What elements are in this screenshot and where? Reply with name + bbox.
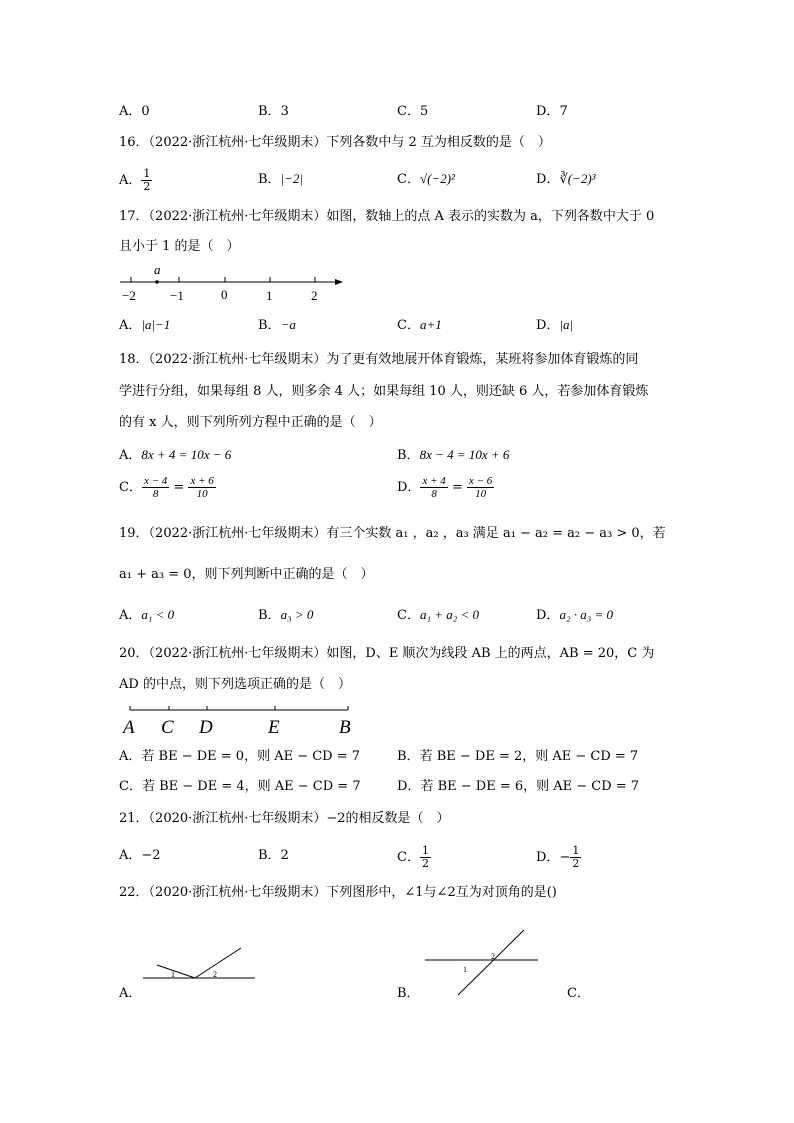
point-label: E bbox=[268, 717, 280, 738]
fraction-numerator: x + 6 bbox=[190, 475, 214, 487]
q17-stem-line1: 17．（2022·浙江杭州·七年级期末）如图，数轴上的点 A 表示的实数为 a，下列各数中大于 0 bbox=[119, 209, 655, 224]
q22-option-c: C． bbox=[567, 986, 590, 1001]
point-label: B bbox=[339, 717, 351, 738]
q18-option-a bbox=[119, 446, 231, 465]
q21-stem: 21．（2020·浙江杭州·七年级期末）−2的相反数是（ ） bbox=[119, 811, 450, 826]
angle-2-label: 2 bbox=[213, 970, 217, 979]
option-letter: A． bbox=[119, 848, 142, 863]
fraction-denominator: 10 bbox=[196, 488, 208, 500]
fraction-numerator: 1 bbox=[143, 167, 151, 180]
option-text: 8x + 4 = 10x − 6 bbox=[141, 447, 232, 462]
tick-label: 0 bbox=[221, 287, 228, 302]
option-letter: D． bbox=[397, 779, 421, 794]
option-letter: A． bbox=[119, 608, 142, 623]
q19-stem-line2: a₁ + a₃ = 0，则下列判断中正确的是（ ） bbox=[119, 567, 374, 582]
fraction bbox=[188, 475, 215, 500]
option-text: 5 bbox=[419, 104, 429, 119]
q21-option-c bbox=[397, 845, 431, 870]
option-letter: A． bbox=[119, 173, 142, 188]
option-text: 7 bbox=[559, 104, 568, 119]
q21-option-d bbox=[536, 845, 581, 870]
option-letter: D． bbox=[397, 480, 421, 495]
figure-b-angles bbox=[420, 925, 545, 1000]
option-letter: D． bbox=[536, 608, 560, 623]
number-line-figure bbox=[115, 262, 350, 306]
q18-stem-line3: 的有 x 人，则下列所列方程中正确的是（ ） bbox=[119, 415, 382, 430]
fraction-numerator: 1 bbox=[421, 844, 429, 857]
q19-option-c bbox=[397, 606, 479, 625]
option-letter: D． bbox=[536, 318, 560, 333]
q17-option-c bbox=[397, 316, 442, 335]
point-label: A bbox=[123, 717, 135, 738]
option-letter: B． bbox=[258, 104, 281, 119]
q20-stem-line1: 20．（2022·浙江杭州·七年级期末）如图，D、E 顺次为线段 AB 上的两点，AB = 20，C 为 bbox=[119, 646, 655, 661]
fraction bbox=[570, 845, 581, 870]
option-text: a₁ < 0 bbox=[141, 607, 175, 622]
angle-1-label: 1 bbox=[463, 965, 467, 974]
q16-option-a bbox=[119, 168, 152, 193]
tick-label: 1 bbox=[266, 288, 273, 303]
option-text: a₁ + a₂ < 0 bbox=[419, 607, 480, 622]
option-letter: B． bbox=[258, 172, 281, 187]
option-letter: A． bbox=[119, 448, 142, 463]
option-text: −2 bbox=[141, 848, 161, 863]
option-letter: C． bbox=[397, 608, 420, 623]
option-letter: D． bbox=[536, 850, 560, 865]
option-text: |−2| bbox=[280, 171, 303, 186]
fraction-numerator: x − 4 bbox=[143, 475, 168, 487]
option-text: 0 bbox=[141, 104, 150, 119]
option-letter: C． bbox=[119, 480, 142, 495]
q19-stem-line1: 19．（2022·浙江杭州·七年级期末）有三个实数 a₁ ，a₂ ，a₃ 满足 a₁ − a₂ = a₂ − a₃ > 0，若 bbox=[119, 526, 666, 541]
option-text: a₂ · a₃ = 0 bbox=[559, 607, 613, 622]
q16-option-b bbox=[258, 170, 303, 189]
option-letter: A． bbox=[119, 749, 142, 764]
q17-option-a bbox=[119, 316, 170, 335]
option-letter: B． bbox=[258, 848, 281, 863]
option-text: |a| bbox=[559, 317, 574, 332]
q16-stem: 16．（2022·浙江杭州·七年级期末）下列各数中与 2 互为相反数的是（ ） bbox=[119, 135, 551, 150]
option-text: 若 BE − DE = 0，则 AE − CD = 7 bbox=[141, 749, 361, 764]
option-text: 若 BE − DE = 2，则 AE − CD = 7 bbox=[419, 749, 639, 764]
q18-option-b bbox=[397, 446, 509, 465]
option-letter: D． bbox=[536, 172, 560, 187]
option-text: 8x − 4 = 10x + 6 bbox=[419, 447, 510, 462]
tick-label: 2 bbox=[311, 288, 318, 303]
fraction-numerator: x − 6 bbox=[468, 475, 493, 487]
option-letter: B． bbox=[397, 448, 420, 463]
q17-stem-line2: 且小于 1 的是（ ） bbox=[119, 239, 240, 254]
option-letter: D． bbox=[536, 104, 560, 119]
q15-option-b bbox=[258, 103, 289, 121]
fraction-numerator: x + 4 bbox=[422, 475, 446, 487]
option-letter: B． bbox=[258, 318, 281, 333]
option-text: a₃ > 0 bbox=[280, 607, 314, 622]
q20-option-a bbox=[119, 748, 360, 766]
q15-option-c bbox=[397, 103, 428, 121]
q19-option-b bbox=[258, 606, 313, 625]
point-a-label: a bbox=[154, 262, 161, 277]
option-letter: B． bbox=[397, 749, 420, 764]
fraction-denominator: 2 bbox=[421, 857, 429, 870]
q20-stem-line2: AD 的中点，则下列选项正确的是（ ） bbox=[119, 677, 351, 692]
option-text: 2 bbox=[280, 848, 289, 863]
q18-stem-line2: 学进行分组，如果每组 8 人，则多余 4 人；如果每组 10 人，则还缺 6 人，若参加体育锻炼 bbox=[119, 384, 649, 399]
fraction-denominator: 10 bbox=[475, 488, 487, 500]
number-line-arrow bbox=[335, 279, 343, 285]
tick-label: −1 bbox=[170, 288, 184, 303]
option-text: a+1 bbox=[419, 317, 442, 332]
fraction bbox=[467, 475, 494, 500]
fraction-numerator: 1 bbox=[572, 844, 580, 857]
q20-option-d bbox=[397, 778, 639, 796]
option-text: ∛(−2)³ bbox=[559, 171, 596, 186]
q19-option-a bbox=[119, 606, 174, 625]
q22-option-a: A． bbox=[119, 986, 142, 1001]
option-letter: A． bbox=[119, 318, 142, 333]
angle-1-label: 1 bbox=[171, 970, 175, 979]
option-letter: C． bbox=[397, 104, 420, 119]
figure-a-angles bbox=[135, 940, 265, 985]
option-text: −a bbox=[280, 317, 296, 332]
q15-option-a bbox=[119, 103, 150, 121]
q16-option-d bbox=[536, 170, 596, 189]
option-text: |a|−1 bbox=[141, 317, 171, 332]
fraction-denominator: 2 bbox=[143, 180, 151, 193]
fraction-denominator: 2 bbox=[572, 857, 580, 870]
fraction bbox=[420, 475, 447, 500]
q15-option-d bbox=[536, 103, 568, 121]
q19-option-d bbox=[536, 606, 613, 625]
option-letter: C． bbox=[119, 779, 142, 794]
option-text: 若 BE − DE = 4，则 AE − CD = 7 bbox=[141, 779, 361, 794]
q22-option-b: B． bbox=[397, 986, 420, 1001]
q17-option-b bbox=[258, 316, 296, 335]
ray-left bbox=[157, 965, 195, 978]
option-letter: C． bbox=[397, 850, 420, 865]
option-letter: C． bbox=[397, 318, 420, 333]
q18-stem-line1: 18．（2022·浙江杭州·七年级期末）为了更有效地展开体育锻炼，某班将参加体育锻炼的同 bbox=[119, 352, 639, 367]
point-a-dot bbox=[155, 280, 159, 284]
fraction bbox=[420, 845, 431, 870]
q21-option-b bbox=[258, 847, 289, 865]
option-letter: B． bbox=[258, 608, 281, 623]
option-text: 若 BE − DE = 6，则 AE − CD = 7 bbox=[420, 779, 640, 794]
fraction-denominator: 8 bbox=[152, 488, 159, 500]
point-label: C bbox=[161, 717, 174, 738]
tick-label: −2 bbox=[122, 288, 136, 303]
fraction bbox=[142, 475, 169, 500]
q18-option-c: C． $\frac{x - 4}{8}$ = $\frac{x + 6}{10}$ bbox=[119, 475, 214, 500]
angle-2-label: 2 bbox=[491, 952, 495, 961]
q20-option-b bbox=[397, 748, 638, 766]
crossing-line bbox=[458, 930, 524, 995]
minus-sign: − bbox=[559, 850, 571, 865]
option-letter: C． bbox=[397, 172, 420, 187]
option-letter: A． bbox=[119, 104, 142, 119]
q22-stem: 22．（2020·浙江杭州·七年级期末）下列图形中，∠1与∠2互为对顶角的是() bbox=[119, 885, 557, 900]
line-segment-figure bbox=[115, 702, 360, 740]
q18-option-d: D． $\frac{x + 4}{8}$ = $\frac{x - 6}{10}$ bbox=[397, 475, 493, 500]
q21-option-a bbox=[119, 847, 161, 865]
q20-option-c bbox=[119, 778, 361, 796]
point-label: D bbox=[199, 717, 213, 738]
option-text: √(−2)² bbox=[419, 171, 455, 186]
q16-option-c bbox=[397, 170, 455, 189]
fraction-denominator: 8 bbox=[431, 488, 437, 500]
fraction bbox=[141, 168, 152, 193]
option-text: 3 bbox=[280, 104, 289, 119]
ray-right bbox=[195, 948, 241, 978]
q17-option-d bbox=[536, 316, 573, 335]
